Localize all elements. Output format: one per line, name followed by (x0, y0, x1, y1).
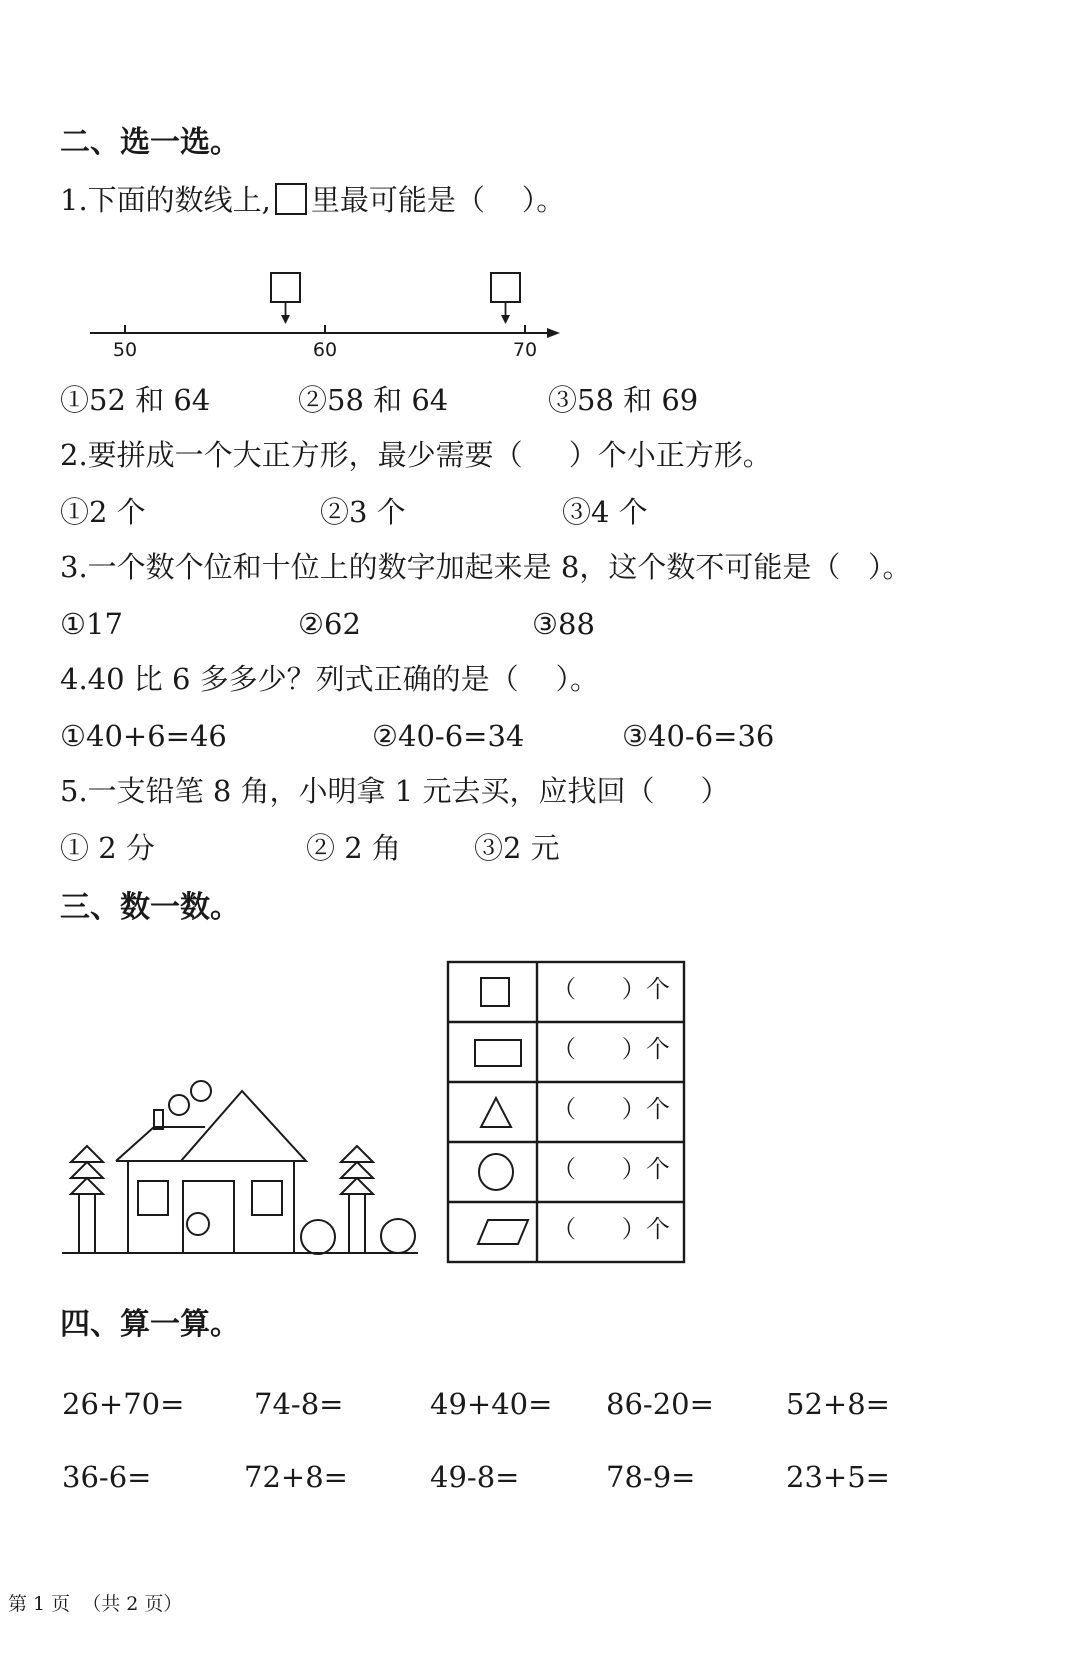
calc-row2-4: 78-9= (606, 1460, 696, 1494)
bush-left-circle-icon (301, 1220, 335, 1254)
calc-row1-4: 86-20= (606, 1387, 714, 1421)
smoke-circle-2-icon (191, 1081, 211, 1101)
window-left-icon (138, 1181, 168, 1215)
bush-right-circle-icon (381, 1219, 415, 1253)
q4-option-3: ③40-6=36 (622, 719, 775, 753)
marker-box-1-icon (271, 273, 300, 302)
calc-row1-5: 52+8= (786, 1387, 890, 1421)
calc-row2-3: 49-8= (430, 1460, 520, 1494)
count-answer-rectangle: （ ）个 (552, 1035, 670, 1063)
question-5: 5.一支铅笔 8 角，小明拿 1 元去买，应找回（ ） (60, 774, 730, 808)
marker-box-2-icon (491, 273, 520, 302)
question-1-text-after: 里最可能是（ ）。 (310, 183, 566, 217)
q5-option-3: ③2 元 (474, 831, 560, 865)
door-knob-circle-icon (187, 1213, 209, 1235)
question-4: 4.40 比 6 多多少？列式正确的是（ ）。 (60, 662, 600, 696)
house-wall-icon (128, 1161, 294, 1253)
calc-row1-3: 49+40= (430, 1387, 553, 1421)
q1-option-2: ②58 和 64 (298, 383, 449, 417)
tick-label-70: 70 (512, 339, 538, 361)
section-3-heading: 三、数一数。 (60, 890, 240, 925)
parallelogram-icon (478, 1220, 528, 1244)
calc-row2-5: 23+5= (786, 1460, 890, 1494)
section-2-heading: 二、选一选。 (60, 125, 240, 160)
tick-label-60: 60 (312, 339, 338, 361)
question-2: 2.要拼成一个大正方形，最少需要（ ）个小正方形。 (60, 438, 772, 472)
count-answer-square: （ ）个 (552, 975, 670, 1003)
right-tree-triangle-3-icon (341, 1178, 373, 1194)
q3-option-1: ①17 (60, 607, 123, 641)
marker-arrow-1-icon (281, 315, 290, 324)
count-answer-parallelogram: （ ）个 (552, 1215, 670, 1243)
left-tree-triangle-2-icon (71, 1162, 103, 1178)
marker-arrow-2-icon (501, 315, 510, 324)
circle-icon (479, 1154, 513, 1190)
calc-row2-2: 72+8= (244, 1460, 348, 1494)
q3-option-3: ③88 (532, 607, 595, 641)
left-tree-triangle-1-icon (71, 1146, 103, 1162)
question-3: 3.一个数个位和十位上的数字加起来是 8，这个数不可能是（ ）。 (60, 550, 912, 584)
window-right-icon (252, 1181, 282, 1215)
q5-option-1: ① 2 分 (60, 831, 155, 865)
number-line-arrow-icon (547, 328, 560, 338)
right-tree-triangle-1-icon (341, 1146, 373, 1162)
q5-option-2: ② 2 角 (306, 831, 401, 865)
house-picture (62, 1081, 418, 1254)
q4-option-1: ①40+6=46 (60, 719, 227, 753)
triangle-icon (481, 1098, 511, 1127)
q1-option-1: ①52 和 64 (60, 383, 211, 417)
calc-row1-2: 74-8= (254, 1387, 344, 1421)
count-answer-circle: （ ）个 (552, 1155, 670, 1183)
right-tree-triangle-2-icon (341, 1162, 373, 1178)
number-line (90, 273, 560, 361)
tick-label-50: 50 (112, 339, 138, 361)
q3-option-2: ②62 (298, 607, 361, 641)
square-icon (481, 978, 509, 1006)
question-1-text-before: 1.下面的数线上, (60, 183, 271, 217)
page-footer: 第 1 页 （共 2 页） (8, 1593, 183, 1615)
q2-option-2: ②3 个 (320, 495, 406, 529)
smoke-circle-1-icon (169, 1095, 189, 1115)
q4-option-2: ②40-6=34 (372, 719, 525, 753)
q1-option-3: ③58 和 69 (548, 383, 699, 417)
left-tree-triangle-3-icon (71, 1178, 103, 1194)
q2-option-1: ①2 个 (60, 495, 146, 529)
q2-option-3: ③4 个 (562, 495, 648, 529)
calc-row1-1: 26+70= (62, 1387, 185, 1421)
count-answer-triangle: （ ）个 (552, 1095, 670, 1123)
calc-row2-1: 36-6= (62, 1460, 152, 1494)
rectangle-icon (475, 1040, 521, 1066)
section-4-heading: 四、算一算。 (60, 1307, 240, 1342)
